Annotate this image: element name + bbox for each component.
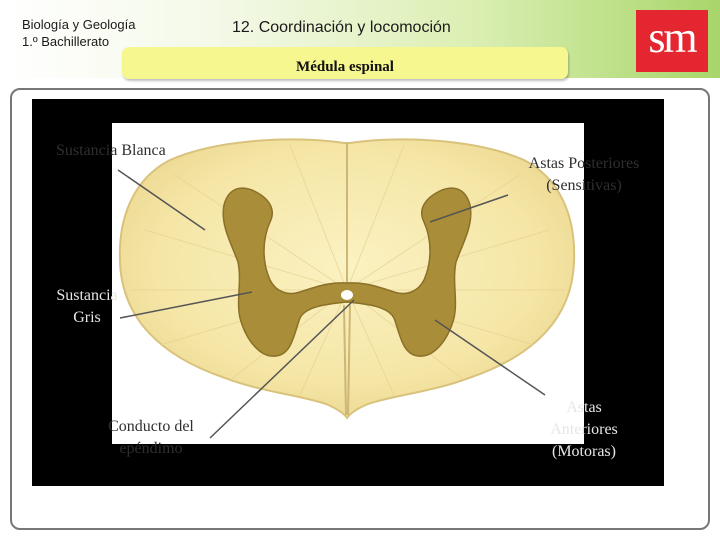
subject-name: Biología y Geología bbox=[22, 17, 136, 32]
label-astas-anteriores-line3: (Motoras) bbox=[552, 443, 616, 460]
label-astas-posteriores bbox=[508, 153, 660, 197]
label-sustancia-gris-line1: Sustancia bbox=[56, 287, 118, 304]
label-astas-posteriores-line2: (Sensitivas) bbox=[546, 177, 622, 194]
label-astas-anteriores bbox=[528, 397, 640, 463]
label-conducto-line2: epéndimo bbox=[119, 440, 183, 457]
label-astas-posteriores-line1: Astas Posteriores bbox=[528, 155, 640, 172]
label-sustancia-blanca bbox=[56, 140, 166, 162]
central-canal bbox=[341, 290, 353, 300]
course-level: 1.º Bachillerato bbox=[22, 34, 110, 49]
label-conducto-line1: Conducto del bbox=[108, 418, 194, 435]
publisher-logo: sm bbox=[636, 10, 708, 72]
label-sustancia-blanca-text: Sustancia Blanca bbox=[56, 142, 166, 159]
label-astas-anteriores-line1: Astas bbox=[566, 399, 602, 416]
label-astas-anteriores-line2: Anteriores bbox=[550, 421, 618, 438]
label-sustancia-gris-line2: Gris bbox=[73, 309, 101, 326]
slide-title: Médula espinal bbox=[296, 59, 394, 75]
label-conducto-ependimo bbox=[88, 416, 214, 460]
unit-title: 12. Coordinación y locomoción bbox=[232, 19, 451, 36]
label-sustancia-gris bbox=[42, 285, 132, 329]
